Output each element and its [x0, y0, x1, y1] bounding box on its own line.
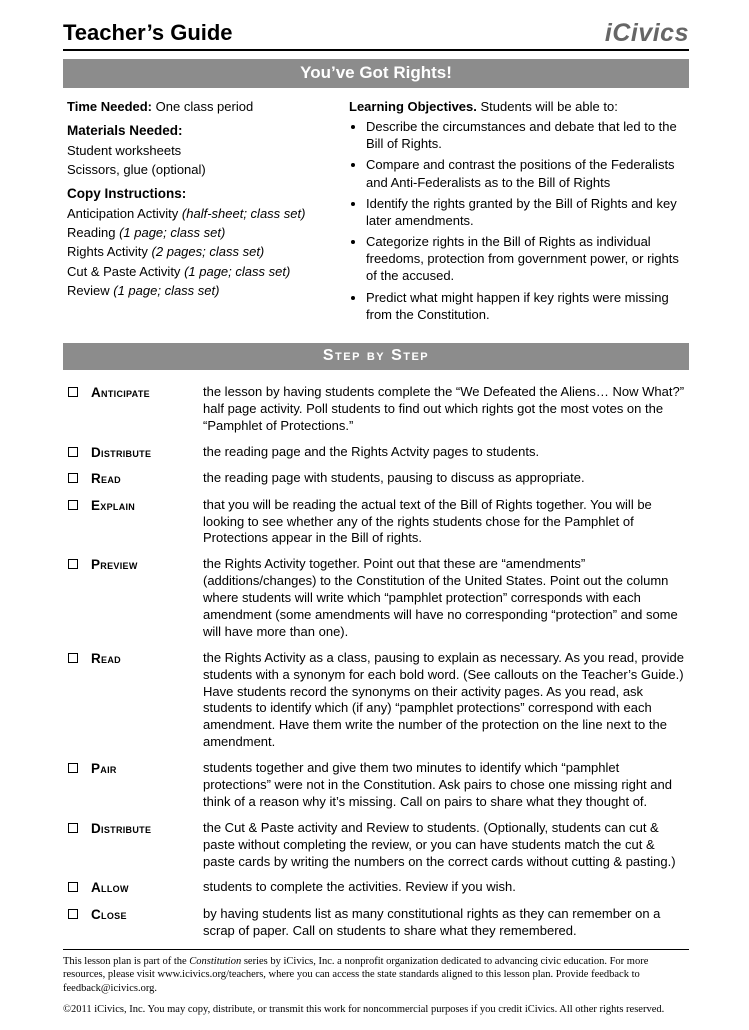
step-by-step-banner: Step by Step	[63, 343, 689, 370]
copy-item-detail: (2 pages; class set)	[151, 244, 265, 260]
step-text: the Rights Activity as a class, pausing to explain as necessary. As you read, provide students with a synonym for each bold word. (See callouts on the Teacher’s Guide.) Have students record the synonyms on their activity pages. As you read, ask students to identify which (if any) “pamphlet protections” correspond with each amendment. Have them write the number of the protection on the line next to the amendment.	[203, 649, 685, 750]
step-row	[65, 444, 687, 462]
copy-item-name: Rights Activity	[67, 244, 148, 260]
footer-attribution	[63, 955, 689, 996]
step-text: the reading page and the Rights Actvity pages to students.	[203, 443, 540, 459]
copy-item-detail: (1 page; class set)	[113, 282, 220, 298]
objectives-label: Learning Objectives.	[349, 99, 477, 114]
step-row	[65, 650, 687, 751]
objective-item: • Describe the circumstances and debate that led to the Bill of Rights.	[366, 118, 685, 152]
materials-item: Scissors, glue (optional)	[67, 162, 206, 178]
step-label: Close	[91, 907, 127, 922]
copy-item-detail: (half-sheet; class set)	[181, 206, 306, 222]
footer-series-name: Constitution	[189, 955, 242, 967]
step-label: Explain	[91, 497, 136, 513]
step-row	[65, 384, 687, 435]
copy-item-name: Cut & Paste Activity	[67, 263, 181, 279]
step-text: the reading page with students, pausing to discuss as appropriate.	[203, 470, 585, 486]
copy-instructions-heading: Copy Instructions:	[67, 186, 187, 202]
icivics-logo: iCivics	[604, 19, 689, 47]
step-text: the Rights Activity together. Point out that these are “amendments” (additions/changes) to the Constitution of the United States. Point out the column where students will write which “pamphlet protection” corresponds with each amendment (some amendments will have no corresponding “protection” and some will have more than one).	[203, 556, 678, 639]
checkbox-icon	[68, 882, 78, 892]
step-label: Preview	[91, 557, 138, 573]
objectives-column	[349, 98, 685, 327]
copy-item	[67, 224, 335, 241]
step-text: students to complete the activities. Review if you wish.	[203, 879, 516, 895]
checkbox-icon	[68, 447, 78, 457]
step-label: Pair	[91, 761, 117, 777]
info-section	[63, 88, 689, 331]
objectives-intro-line	[349, 98, 685, 115]
copy-item-name: Review	[67, 282, 110, 298]
time-needed-label: Time Needed:	[67, 99, 153, 114]
checkbox-icon	[68, 653, 78, 663]
objective-item: • Predict what might happen if key rights were missing from the Constitution.	[366, 289, 685, 323]
copy-item-detail: (1 page; class set)	[184, 263, 291, 279]
copy-item	[67, 243, 335, 260]
lesson-title-banner: You’ve Got Rights!	[63, 59, 689, 88]
time-needed-value: One class period	[155, 99, 254, 114]
steps-list	[63, 370, 689, 940]
footer-text: This lesson plan is part of the	[63, 955, 190, 967]
objective-item: • Identify the rights granted by the Bill of Rights and key later amendments.	[366, 195, 685, 229]
step-text: by having students list as many constitutional rights as they can remember on a scrap of paper. Call on students to share what they remembered.	[203, 906, 661, 938]
step-label: Read	[91, 650, 121, 666]
page-title: Teacher’s Guide	[63, 20, 233, 45]
step-row	[65, 497, 687, 548]
objectives-intro: Students will be able to:	[480, 99, 618, 114]
checkbox-icon	[68, 387, 78, 397]
checkbox-icon	[68, 823, 78, 833]
copy-item	[67, 263, 335, 280]
objective-item: • Categorize rights in the Bill of Rights as individual freedoms, protection from government power, or rights of the accused.	[366, 233, 685, 284]
footer	[63, 949, 689, 1017]
copy-item	[67, 205, 335, 222]
time-needed-line	[67, 98, 335, 115]
materials-item: Student worksheets	[67, 142, 182, 158]
footer-copyright: ©2011 iCivics, Inc. You may copy, distribute, or transmit this work for noncommercial purposes if you credit iCivics. All other rights reserved.	[63, 1003, 665, 1015]
step-label: Distribute	[91, 444, 152, 460]
copy-item	[67, 282, 335, 299]
step-row	[65, 556, 687, 640]
copy-item-name: Reading	[67, 225, 116, 241]
materials-column	[67, 98, 335, 327]
checkbox-icon	[68, 500, 78, 510]
step-text: the lesson by having students complete the “We Defeated the Aliens… Now What?” half page activity. Poll students to find out which rights got the most votes on the “Pamphlet of Protections.”	[203, 383, 685, 433]
step-label: Anticipate	[91, 384, 150, 400]
step-row	[65, 470, 687, 488]
step-row	[65, 820, 687, 871]
step-label: Allow	[91, 880, 129, 896]
page-header	[63, 20, 689, 51]
objectives-list	[349, 118, 685, 323]
checkbox-icon	[68, 559, 78, 569]
copy-item-detail: (1 page; class set)	[119, 225, 226, 241]
step-row	[65, 879, 687, 897]
checkbox-icon	[68, 909, 78, 919]
step-text: the Cut & Paste activity and Review to students. (Optionally, students can cut & paste without completing the review, or you can have students match the cut & paste cards by writing the numbers on the correct cards without cutting & pasting.)	[203, 819, 676, 869]
footer-feedback-text: Provide feedback to feedback@icivics.org.	[63, 969, 640, 995]
checkbox-icon	[68, 473, 78, 483]
step-row	[65, 906, 687, 940]
step-label: Distribute	[91, 820, 152, 836]
step-label: Read	[91, 471, 121, 487]
materials-needed-heading: Materials Needed:	[67, 123, 183, 139]
step-text: students together and give them two minutes to identify which “pamphlet protections” were not in the Constitution. Ask pairs to chose one missing right and think of a reason why it’s missing. Call on pairs to share what they thought of.	[203, 760, 672, 809]
footer-text: series by iCivics, Inc. a nonprofit organization dedicated to advancing civic education. For more resources, please visit www.icivics.org/teachers, where you can access the state standards aligned to this lesson plan.	[63, 955, 649, 981]
step-row	[65, 760, 687, 811]
step-text: that you will be reading the actual text of the Bill of Rights together. You will be looking to see whether any of the rights students chose for the Pamphlet of Protections appear in the Bill of rights.	[203, 496, 652, 546]
objective-item: • Compare and contrast the positions of the Federalists and Anti-Federalists as to the Bill of Rights	[366, 156, 685, 190]
copy-item-name: Anticipation Activity	[67, 206, 179, 222]
checkbox-icon	[68, 763, 78, 773]
